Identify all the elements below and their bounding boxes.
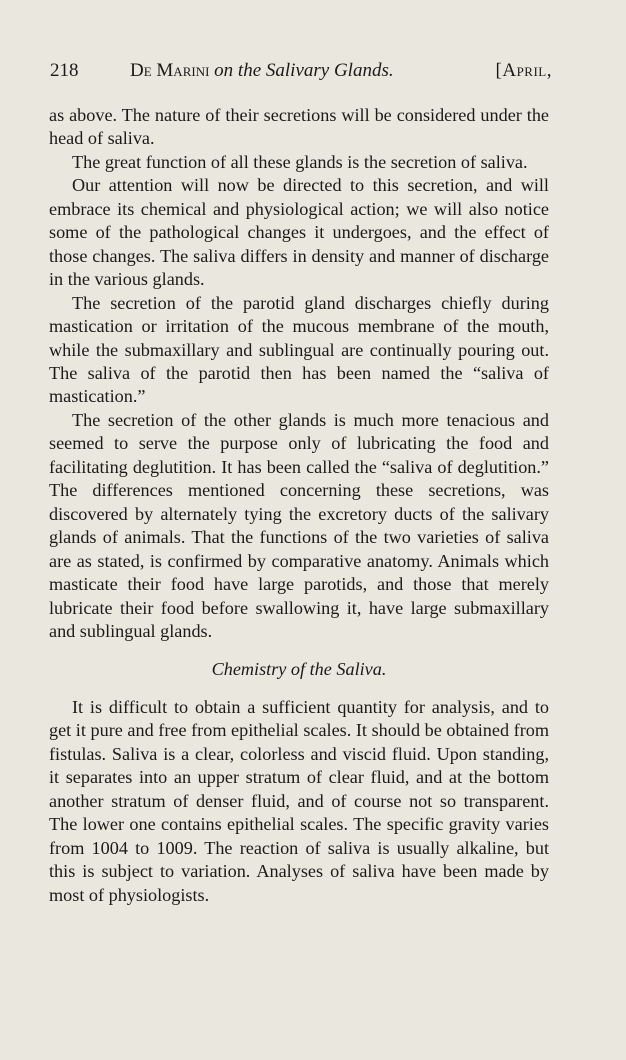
paragraph: Our attention will now be directed to this secretion, and will embrace its chemical and physiological action; we will also notice some of the pathological changes it undergoes, and the effect of those changes. The saliva differs in density and manner of discharge in the various glands. (49, 175, 549, 290)
issue-month: [April, (495, 60, 552, 81)
page-number: 218 (50, 60, 79, 81)
paragraph: It is difficult to obtain a sufficient quantity for analysis, and to get it pure and free from epithelial scales. It should be obtained from fistulas. Saliva is a clear, colorless and viscid fluid. Upon standing, it separates into an upper stratum of clear fluid, and at the bottom another stratum of denser fluid, and of course not so transparent. The lower one contains epithelial scales. The specific gravity varies from 1004 to 1009. The reaction of saliva is usually alkaline, but this is subject to variation. Analyses of saliva have been made by most of physiologists. (49, 696, 549, 905)
paragraph: The secretion of the other glands is much more tenacious and seemed to serve the purpose only of lubricating the food and facilitating deglutition. It has been called the “saliva of deglutition.” The differences mentioned concerning these secretions, was discovered by alternately tying the excretory ducts of the salivary glands of animals. That the functions of the two varieties of saliva are as stated, is confirmed by comparative anatomy. Animals which masticate their food have large parotids, and those that merely lubricate their food before swallowing it, have large submaxillary and sublingual glands. (49, 409, 549, 641)
body-text (49, 104, 549, 907)
paragraph: The great function of all these glands is the secretion of saliva. (72, 151, 528, 172)
running-header (50, 60, 550, 84)
article-title: on the Salivary Glands. (214, 60, 394, 81)
section-heading: Chemistry of the Saliva. (211, 659, 387, 680)
paragraph-continued: as above. The nature of their secretions will be considered under the head of saliva. (49, 105, 549, 149)
running-title (130, 60, 394, 82)
author-name: De Marini (130, 60, 210, 81)
paragraph: The secretion of the parotid gland discharges chiefly during mastication or irritation of the mucous membrane of the mouth, while the submaxillary and sublingual are continually pouring out. The saliva of the parotid then has been named the “saliva of mastication.” (49, 292, 549, 407)
